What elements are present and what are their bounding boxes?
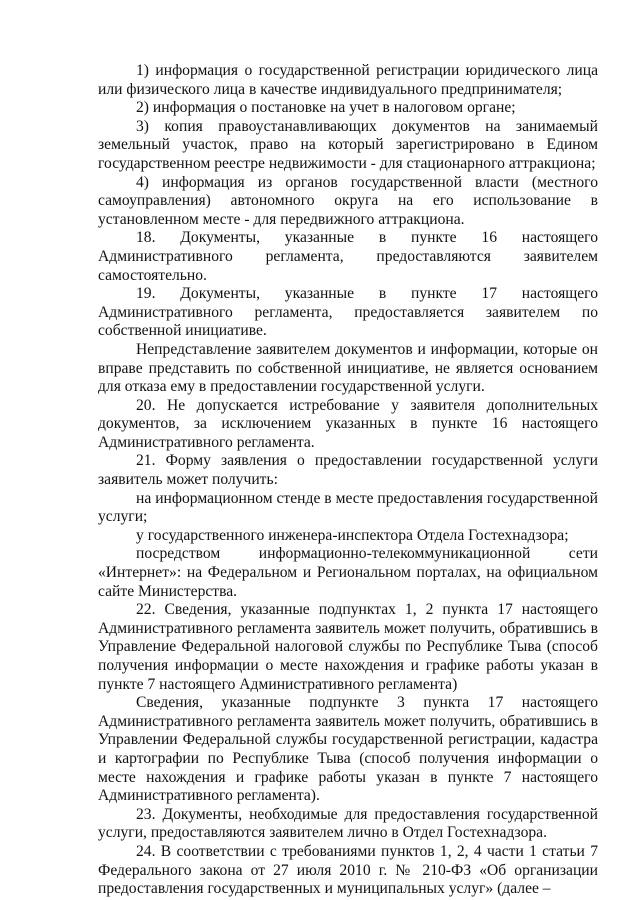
paragraph-13: 22. Сведения, указанные подпунктах 1, 2 пункта 17 настоящего Административного регламента заявитель может получить, обратившись в Управление Федеральной налоговой службы по Республике Тыва (способ получения информации о месте нахождения и графике работы указан в пункте 7 настоящего Административного регламента)	[98, 601, 598, 693]
paragraph-16: 24. В соответствии с требованиями пунктов 1, 2, 4 части 1 статьи 7 Федерального закона от 27 июля 2010 г. № 210-ФЗ «Об организации предоставления государственных и муниципальных услуг» (далее –	[98, 842, 598, 898]
paragraph-1: 1) информация о государственной регистрации юридического лица или физического лица в качестве индивидуального предпринимателя;	[98, 62, 598, 98]
paragraph-8: 20. Не допускается истребование у заявителя дополнительных документов, за исключением указанных в пункте 16 настоящего Административного регламента.	[98, 396, 598, 451]
paragraph-14: Сведения, указанные подпункте 3 пункта 17 настоящего Административного регламента заявитель может получить, обратившись в Управлении Федеральной службы государственной регистрации, кадастра и картографии по Республике Тыва (способ получения информации о месте нахождения и графике работы указан в пункте 7 настоящего Административного регламента).	[98, 694, 598, 805]
paragraph-12: посредством информационно-телекоммуникационной сети «Интернет»: на Федеральном и Региональном порталах, на официальном сайте Министерства.	[98, 545, 598, 600]
paragraph-3: 3) копия правоустанавливающих документов на занимаемый земельный участок, право на который зарегистрировано в Едином государственном реестре недвижимости - для стационарного аттракциона;	[98, 117, 598, 172]
document-page	[98, 62, 598, 899]
paragraph-6: 19. Документы, указанные в пункте 17 настоящего Административного регламента, предоставляется заявителем по собственной инициативе.	[98, 285, 598, 340]
paragraph-9: 21. Форму заявления о предоставлении государственной услуги заявитель может получить:	[98, 452, 598, 489]
paragraph-2: 2) информация о постановке на учет в налоговом органе;	[136, 99, 516, 117]
paragraph-5: 18. Документы, указанные в пункте 16 настоящего Административного регламента, предоставляются заявителем самостоятельно.	[98, 229, 598, 284]
paragraph-15: 23. Документы, необходимые для предоставления государственной услуги, предоставляются заявителем лично в Отдел Гостехнадзора.	[98, 805, 598, 842]
paragraph-7: Непредставление заявителем документов и информации, которые он вправе представить по собственной инициативе, не является основанием для отказа ему в предоставлении государственной услуги.	[98, 340, 598, 396]
paragraph-4: 4) информация из органов государственной власти (местного самоуправления) автономного округа на его использование в установленном месте - для передвижного аттракциона.	[98, 173, 598, 228]
paragraph-10: на информационном стенде в месте предоставления государственной услуги;	[98, 489, 598, 526]
paragraph-11: у государственного инженера-инспектора Отдела Гостехнадзора;	[136, 526, 569, 544]
